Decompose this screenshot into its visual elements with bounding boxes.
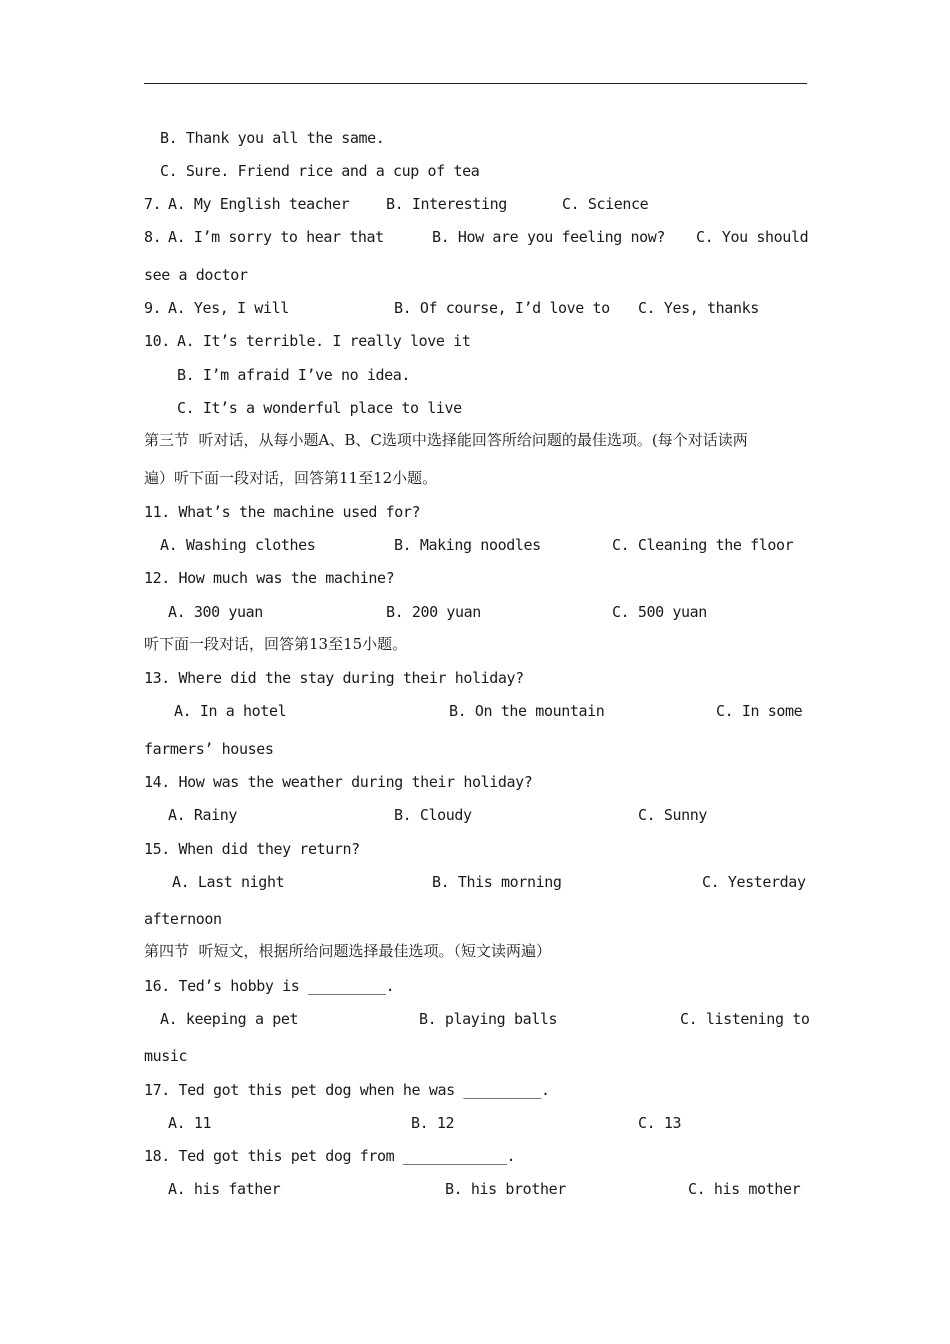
header-rule: [144, 83, 807, 84]
q8-option-c: C. You should: [696, 228, 809, 246]
q12-stem: 12. How much was the machine?: [144, 569, 395, 587]
q18-option-b: B. his brother: [445, 1180, 566, 1198]
q10-option-a: A. It’s terrible. I really love it: [177, 332, 471, 350]
q11-option-b: B. Making noodles: [394, 536, 541, 554]
q16-option-c-continued: music: [144, 1047, 188, 1065]
q10-option-b: B. I’m afraid I’ve no idea.: [177, 366, 411, 384]
q8-option-b: B. How are you feeling now?: [432, 228, 666, 246]
q14-option-b: B. Cloudy: [394, 806, 472, 824]
q7-number: 7.: [144, 195, 162, 213]
q15-stem: 15. When did they return?: [144, 840, 360, 858]
q17-stem: 17. Ted got this pet dog when he was _________.: [144, 1081, 550, 1099]
q9-option-b: B. Of course, I’d love to: [394, 299, 610, 317]
q8-number: 8.: [144, 228, 162, 246]
q9-number: 9.: [144, 299, 162, 317]
section-3-instructions-cont: 遍）听下面一段对话，回答第11至12小题。: [144, 469, 438, 487]
q10-option-c: C. It’s a wonderful place to live: [177, 399, 462, 417]
q17-option-b: B. 12: [411, 1114, 455, 1132]
q7-option-c: C. Science: [562, 195, 649, 213]
q13-option-b: B. On the mountain: [449, 702, 605, 720]
q15-option-b: B. This morning: [432, 873, 562, 891]
q9-option-c: C. Yes, thanks: [638, 299, 759, 317]
q18-stem: 18. Ted got this pet dog from ____________.: [144, 1147, 516, 1165]
q11-option-a: A. Washing clothes: [160, 536, 316, 554]
q7-option-a: A. My English teacher: [168, 195, 350, 213]
section-3-dialogue-2-instructions: 听下面一段对话，回答第13至15小题。: [144, 635, 408, 653]
q17-option-a: A. 11: [168, 1114, 212, 1132]
q16-stem: 16. Ted’s hobby is _________.: [144, 977, 395, 995]
q14-option-c: C. Sunny: [638, 806, 708, 824]
q12-option-a: A. 300 yuan: [168, 603, 263, 621]
section-4-instructions: 第四节 听短文，根据所给问题选择最佳选项。（短文读两遍）: [144, 942, 552, 960]
q16-option-c: C. listening to: [680, 1010, 810, 1028]
q11-option-c: C. Cleaning the floor: [612, 536, 794, 554]
q13-option-c-continued: farmers’ houses: [144, 740, 274, 758]
q15-option-a: A. Last night: [172, 873, 285, 891]
q11-stem: 11. What’s the machine used for?: [144, 503, 421, 521]
q8-option-a: A. I’m sorry to hear that: [168, 228, 384, 246]
q9-option-a: A. Yes, I will: [168, 299, 289, 317]
q13-option-a: A. In a hotel: [174, 702, 287, 720]
q16-option-a: A. keeping a pet: [160, 1010, 299, 1028]
q15-option-c-continued: afternoon: [144, 910, 222, 928]
q10-number: 10.: [144, 332, 170, 350]
q14-option-a: A. Rainy: [168, 806, 238, 824]
q14-stem: 14. How was the weather during their holiday?: [144, 773, 533, 791]
q13-stem: 13. Where did the stay during their holiday?: [144, 669, 524, 687]
q7-option-b: B. Interesting: [386, 195, 507, 213]
q15-option-c: C. Yesterday: [702, 873, 806, 891]
q8-option-c-continued: see a doctor: [144, 266, 248, 284]
q12-option-c: C. 500 yuan: [612, 603, 707, 621]
q6-option-c: C. Sure. Friend rice and a cup of tea: [160, 162, 480, 180]
q6-option-b: B. Thank you all the same.: [160, 129, 385, 147]
q16-option-b: B. playing balls: [419, 1010, 558, 1028]
q12-option-b: B. 200 yuan: [386, 603, 481, 621]
section-3-instructions: 第三节 听对话，从每小题A、B、C选项中选择能回答所给问题的最佳选项。(每个对话读两: [144, 431, 748, 449]
q13-option-c: C. In some: [716, 702, 803, 720]
q18-option-c: C. his mother: [688, 1180, 801, 1198]
q17-option-c: C. 13: [638, 1114, 682, 1132]
q18-option-a: A. his father: [168, 1180, 281, 1198]
